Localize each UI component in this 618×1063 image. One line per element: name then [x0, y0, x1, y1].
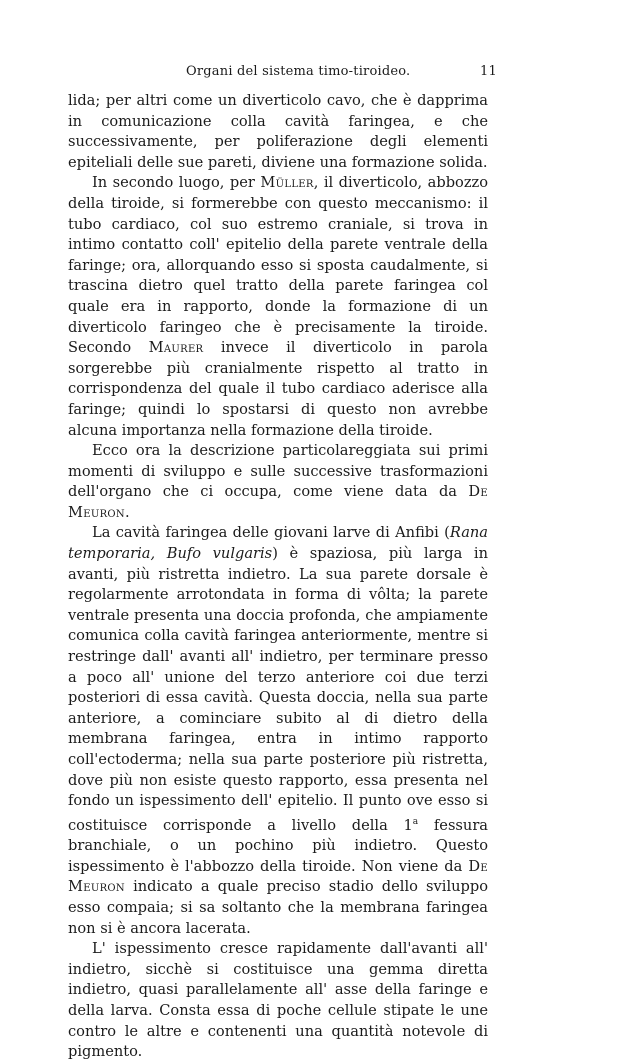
text-run: invece il diverticolo in parola sorgerebbe più cranialmente rispetto al tratto in corrispondenza del quale il tubo cardiaco aderisce alla faringe; quindi lo spostarsi di questo non avrebbe alcuna importanza nella formazione della tiroide. — [68, 339, 488, 439]
author-de-meuron: De Meuron — [68, 483, 488, 521]
text-run: La cavità faringea delle giovani larve di Anfibi ( — [92, 524, 450, 542]
author-muller: Müller — [260, 174, 314, 192]
paragraph-1: lida; per altri come un diverticolo cavo, che è dapprima in comunicazione colla cavità faringea, e che successivamente, per poliferazione degli elementi epiteliali delle sue pareti, diviene una formazione solida. — [68, 92, 488, 171]
species-names: Rana temporaria, Bufo vulgaris — [68, 524, 488, 563]
text-run: fessura branchiale, o un pochino più indietro. Questo ispessimento è l'abbozzo della tiroide. Non viene da — [68, 816, 488, 875]
text-run: , il diverticolo, abbozzo della tiroide, si formerebbe con questo meccanismo: il tubo cardiaco, col suo estremo craniale, si trova in intimo contatto coll' epitelio della parete ventrale della faringe; ora, allorquando esso si sposta caudalmente, si trascina dietro quel tratto della parete faringea col quale era in rapporto, donde la formazione di un diverticolo faringeo che è precisamente la tiroide. Secondo — [68, 174, 488, 357]
text-run: In secondo luogo, per — [92, 174, 261, 192]
paragraph-4 — [68, 523, 488, 939]
ordinal-superscript: a — [412, 816, 419, 827]
page-number: 11 — [480, 64, 497, 79]
text-run: indicato a quale preciso stadio dello sviluppo esso compaia; si sa soltanto che la membrana faringea non si è ancora lacerata. — [68, 878, 488, 937]
author-de-meuron: De Meuron — [68, 857, 488, 896]
author-maurer: Maurer — [148, 339, 204, 357]
paragraph-2 — [68, 173, 488, 441]
body-text — [68, 91, 488, 1063]
running-title: Organi del sistema timo-tiroideo. — [186, 64, 411, 79]
paragraph-3 — [68, 441, 488, 523]
text-run: ) è spaziosa, più larga in avanti, più ristretta indietro. La sua parete dorsale è regolarmente arrotondata in forma di vôlta; la parete ventrale presenta una doccia profonda, che ampiamente comunica colla cavità faringea anteriormente, mentre si restringe dall' avanti all' indietro, per terminare presso a poco all' unione del terzo anteriore coi due terzi posteriori di essa cavità. Questa doccia, nella sua parte anteriore, a cominciare subito al di dietro della membrana faringea, entra in intimo rapporto coll'ectoderma; nella sua parte posteriore più ristretta, dove più non esiste questo rapporto, essa presenta nel fondo un ispessimento dell' epitelio. Il punto ove esso si costituisce corrisponde a livello della 1 — [68, 545, 488, 834]
paragraph-5: L' ispessimento cresce rapidamente dall'avanti all' indietro, sicchè si costituisce una gemma diretta indietro, quasi parallelamente all' asse della faringe e della larva. Consta essa di poche cellule stipate le une contro le altre e contenenti una quantità notevole di pigmento. — [68, 940, 488, 1061]
text-run: . — [124, 503, 130, 521]
text-run: Ecco ora la descrizione particolareggiata sui primi momenti di sviluppo e sulle successive trasformazioni dell'organo che ci occupa, come viene data da — [68, 442, 488, 501]
